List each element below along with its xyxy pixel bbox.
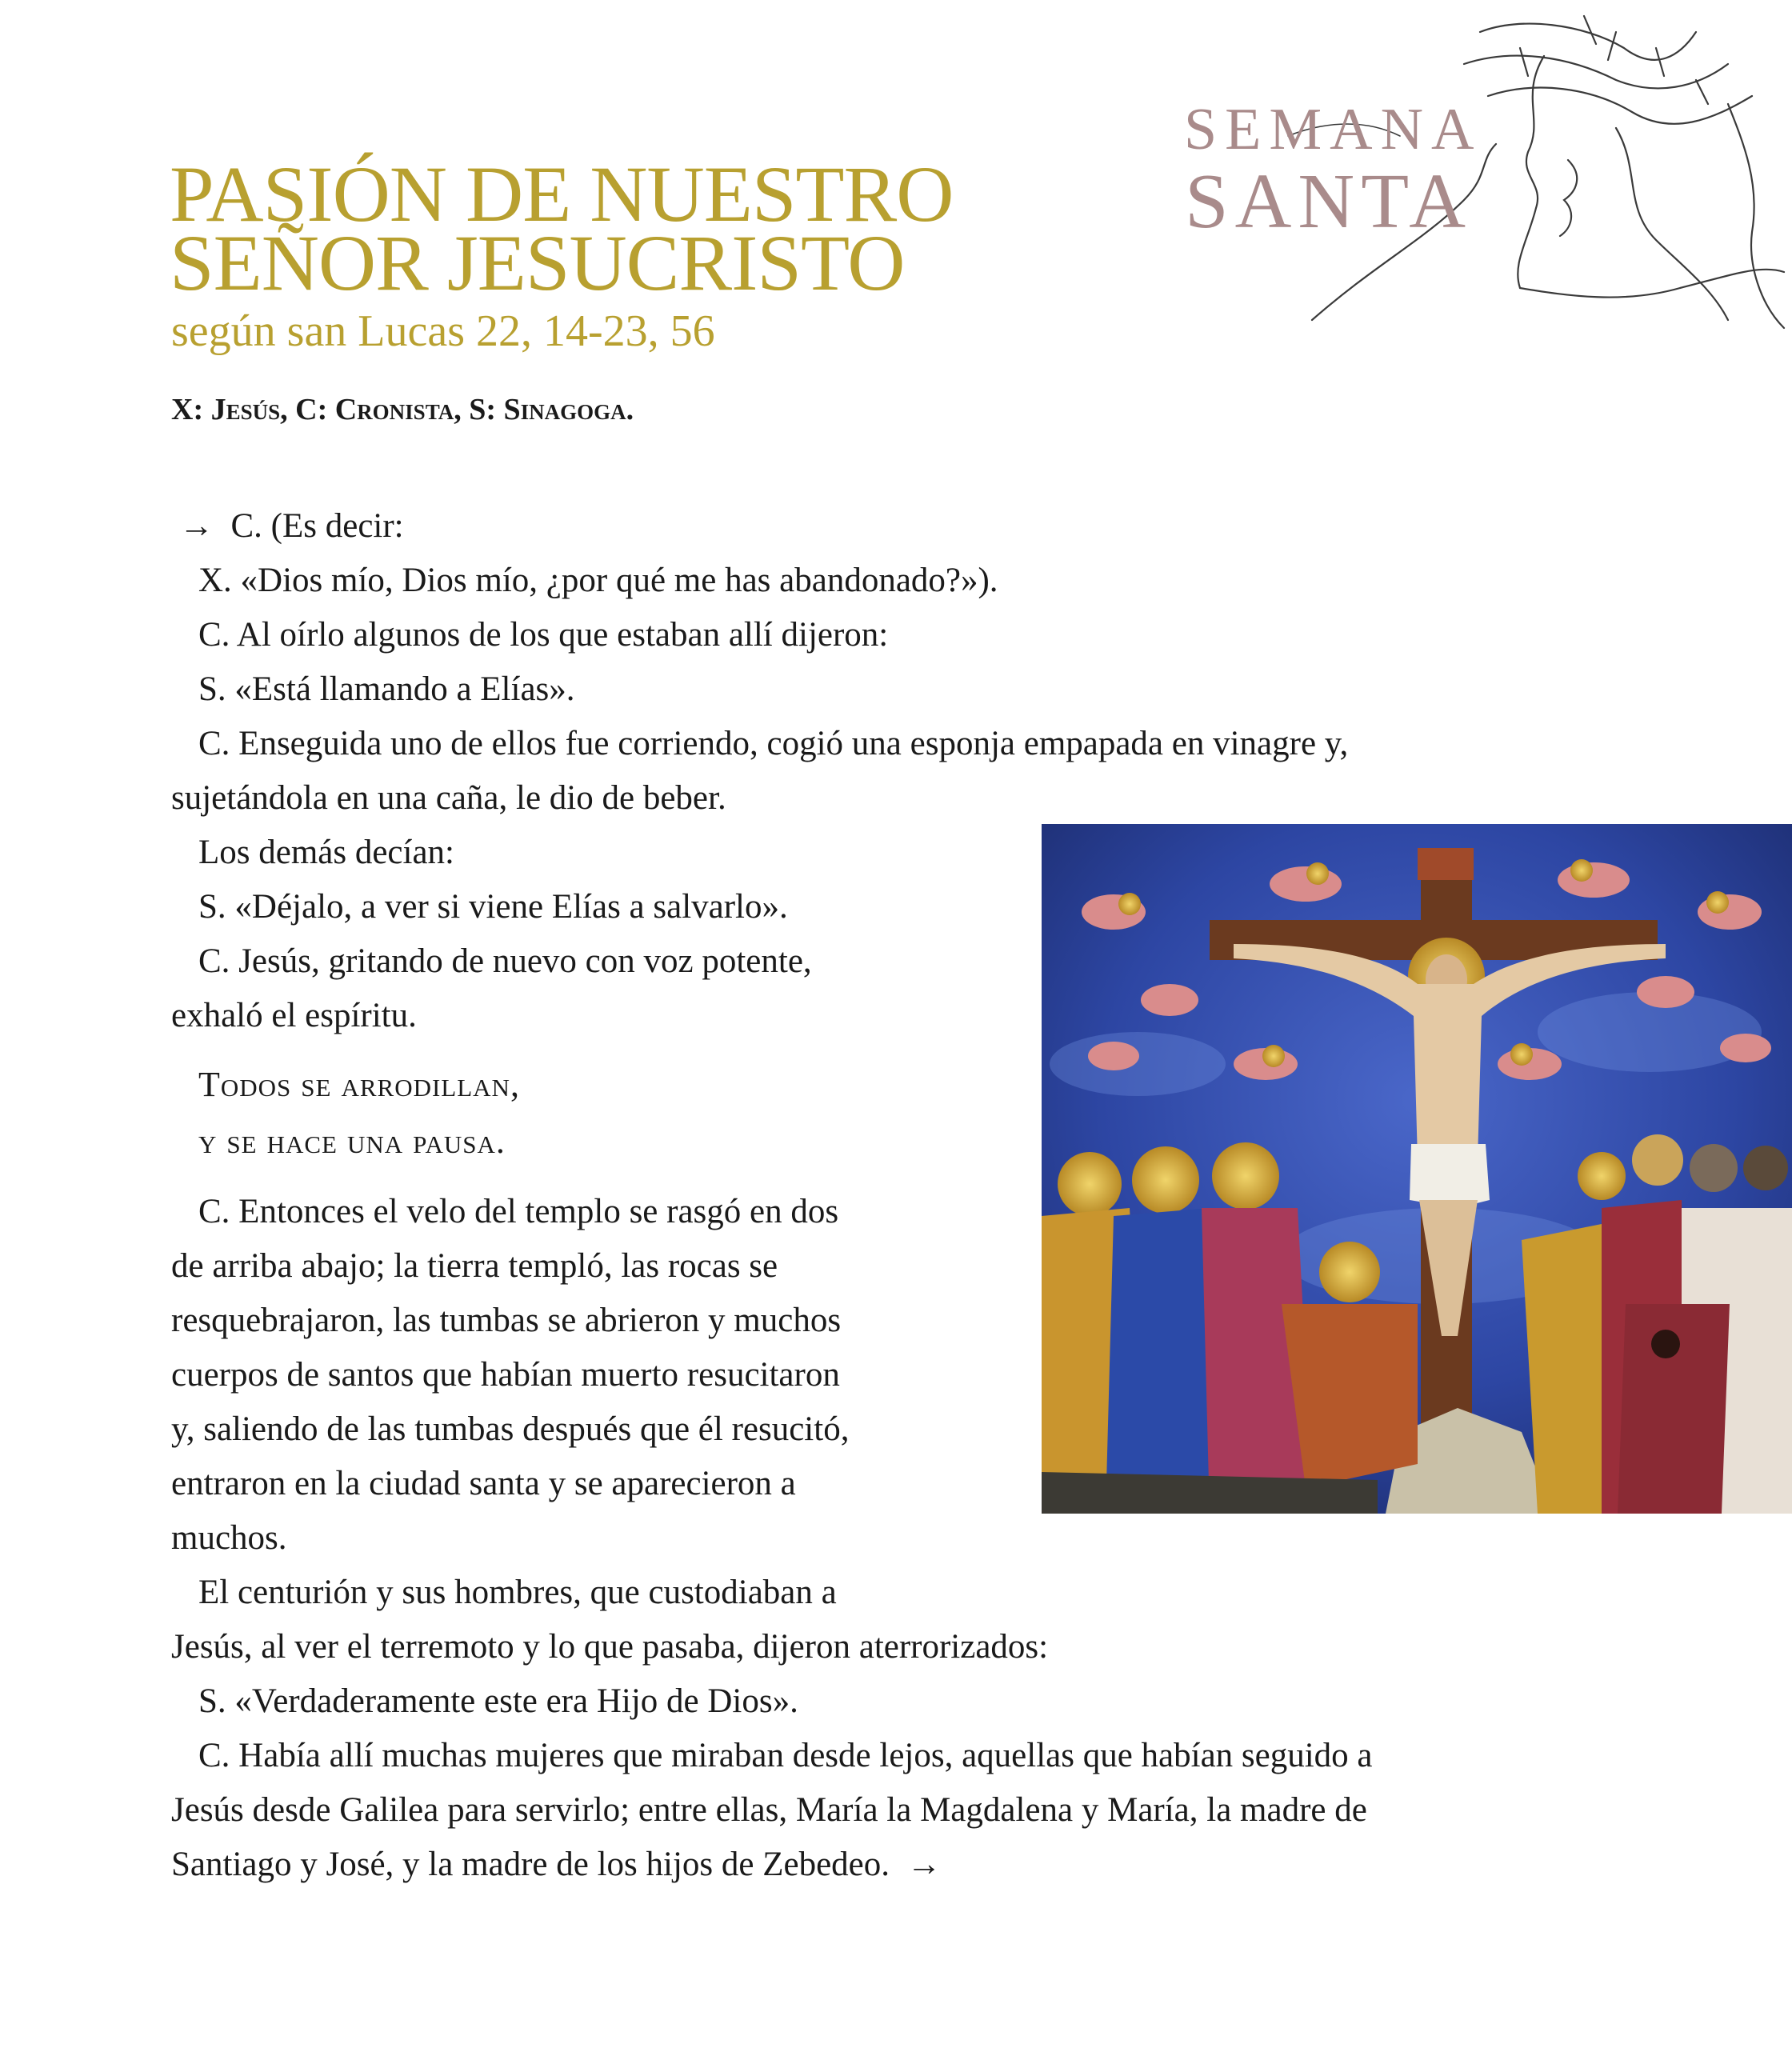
line-14: de arriba abajo; la tierra templó, las rocas se (171, 1247, 778, 1285)
crucifixion-image (1042, 824, 1792, 1514)
line-3: C. Al oírlo algunos de los que estaban allí dijeron: (198, 616, 889, 654)
line-17: y, saliendo de las tumbas después que él resucitó, (171, 1410, 850, 1448)
brand-logo (1184, 96, 1482, 245)
line-19: muchos. (171, 1519, 287, 1557)
line-2: X. «Dios mío, Dios mío, ¿por qué me has abandonado?»). (198, 562, 998, 599)
title-line-2: SEÑOR JESUCRISTO (170, 218, 905, 307)
line-25: Santiago y José, y la madre de los hijos de Zebedeo. → (171, 1846, 942, 1883)
line-1: → C. (Es decir: (179, 507, 404, 545)
line-9: C. Jesús, gritando de nuevo con voz potente, (198, 942, 812, 980)
line-7: Los demás decían: (198, 834, 455, 871)
line-21: Jesús, al ver el terremoto y lo que pasaba, dijeron aterrorizados: (171, 1628, 1049, 1666)
page-subtitle: según san Lucas 22, 14-23, 56 (171, 306, 715, 356)
line-23: C. Había allí muchas mujeres que miraban desde lejos, aquellas que habían seguido a (198, 1737, 1373, 1774)
rubric-line-2: y se hace una pausa. (198, 1122, 506, 1161)
title-line-1: PASIÓN DE NUESTRO (170, 150, 954, 238)
line-5: C. Enseguida uno de ellos fue corriendo, cogió una esponja empapada en vinagre y, (198, 725, 1349, 762)
line-15: resquebrajaron, las tumbas se abrieron y muchos (171, 1302, 842, 1339)
line-13: C. Entonces el velo del templo se rasgó en dos (198, 1193, 839, 1230)
line-8: S. «Déjalo, a ver si viene Elías a salvarlo». (198, 888, 788, 926)
line-20: El centurión y sus hombres, que custodiaban a (198, 1574, 837, 1611)
line-16: cuerpos de santos que habían muerto resucitaron (171, 1356, 840, 1394)
line-24: Jesús desde Galilea para servirlo; entre ellas, María la Magdalena y María, la madre de (171, 1791, 1367, 1829)
line-10: exhaló el espíritu. (171, 997, 417, 1034)
right-arrow-icon: → (906, 1846, 942, 1883)
roles-legend: X: Jesús, C: Cronista, S: Sinagoga. (171, 393, 634, 426)
line-22: S. «Verdaderamente este era Hijo de Dios». (198, 1682, 798, 1720)
rubric-line-1: Todos se arrodillan, (198, 1065, 520, 1104)
line-18: entraron en la ciudad santa y se aparecieron a (171, 1465, 796, 1502)
page-title (170, 150, 1210, 307)
brand-line-1: SEMANA (1184, 97, 1482, 162)
line-6: sujetándola en una caña, le dio de beber. (171, 779, 726, 817)
crucifixion-painting (1042, 824, 1792, 1514)
brand-line-2: SANTA (1185, 158, 1472, 245)
right-arrow-icon: → (179, 507, 214, 545)
line-4: S. «Está llamando a Elías». (198, 670, 575, 708)
